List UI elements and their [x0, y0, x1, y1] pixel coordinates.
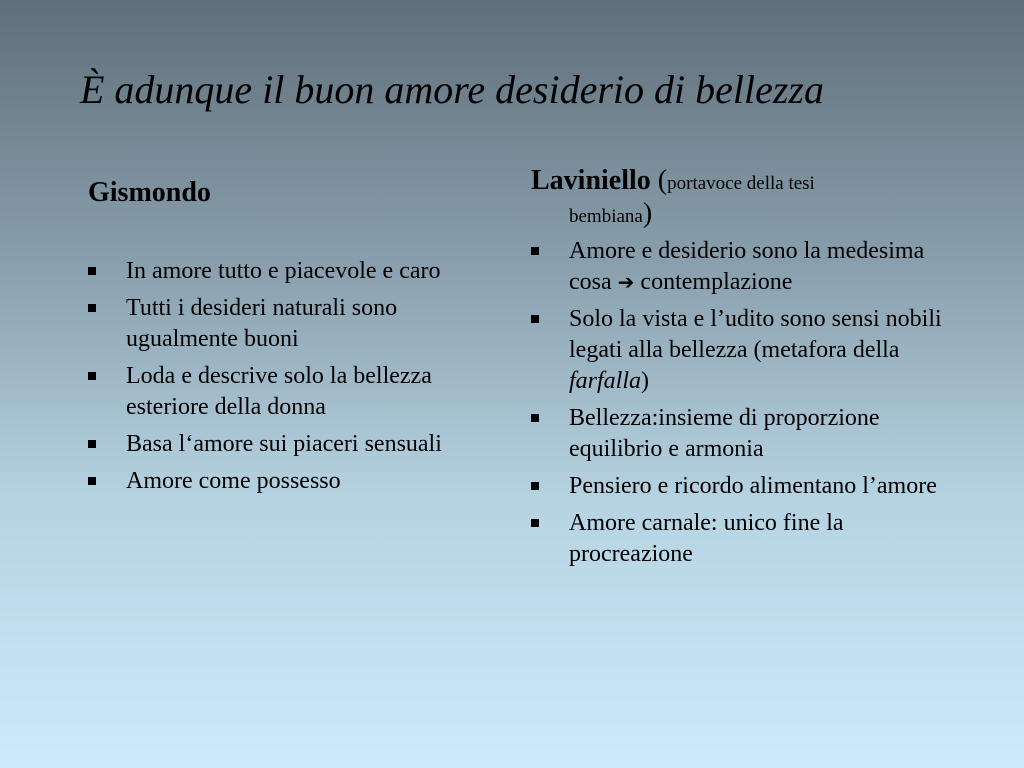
list-item: Bellezza:insieme di proporzione equilibrio e armonia: [531, 403, 951, 465]
list-item: In amore tutto e piacevole e caro: [88, 256, 498, 287]
paren-close: ): [642, 198, 653, 229]
right-column: [531, 165, 951, 576]
right-heading-note: portavoce della tesi: [667, 173, 815, 194]
square-bullet-icon: [88, 440, 96, 448]
square-bullet-icon: [88, 267, 96, 275]
list-item: Solo la vista e l’udito sono sensi nobili legati alla bellezza (metafora della farfalla): [531, 304, 951, 397]
square-bullet-icon: [531, 247, 539, 255]
paren-open: (: [650, 165, 668, 196]
slide-title: È adunque il buon amore desiderio di bellezza: [80, 67, 824, 112]
list-item: Loda e descrive solo la bellezza esteriore della donna: [88, 361, 498, 423]
list-item: Amore come possesso: [88, 466, 498, 497]
left-heading: Gismondo: [88, 177, 211, 208]
square-bullet-icon: [531, 414, 539, 422]
left-column: [88, 174, 498, 503]
right-heading-note-cont: bembiana: [569, 206, 643, 227]
right-list: [531, 236, 951, 570]
square-bullet-icon: [88, 372, 96, 380]
list-item: Basa l‘amore sui piaceri sensuali: [88, 429, 498, 460]
list-item: Amore e desiderio sono la medesima cosa ➔ contemplazione: [531, 236, 951, 298]
square-bullet-icon: [88, 477, 96, 485]
square-bullet-icon: [531, 482, 539, 490]
list-item: Amore carnale: unico fine la procreazione: [531, 508, 951, 570]
square-bullet-icon: [531, 315, 539, 323]
square-bullet-icon: [88, 304, 96, 312]
list-item: Tutti i desideri naturali sono ugualmente buoni: [88, 293, 498, 355]
right-heading: [531, 165, 951, 232]
square-bullet-icon: [531, 519, 539, 527]
left-list: [88, 256, 498, 497]
right-heading-name: Laviniello: [531, 165, 651, 196]
arrow-right-icon: ➔: [617, 270, 635, 294]
list-item: Pensiero e ricordo alimentano l’amore: [531, 471, 951, 502]
